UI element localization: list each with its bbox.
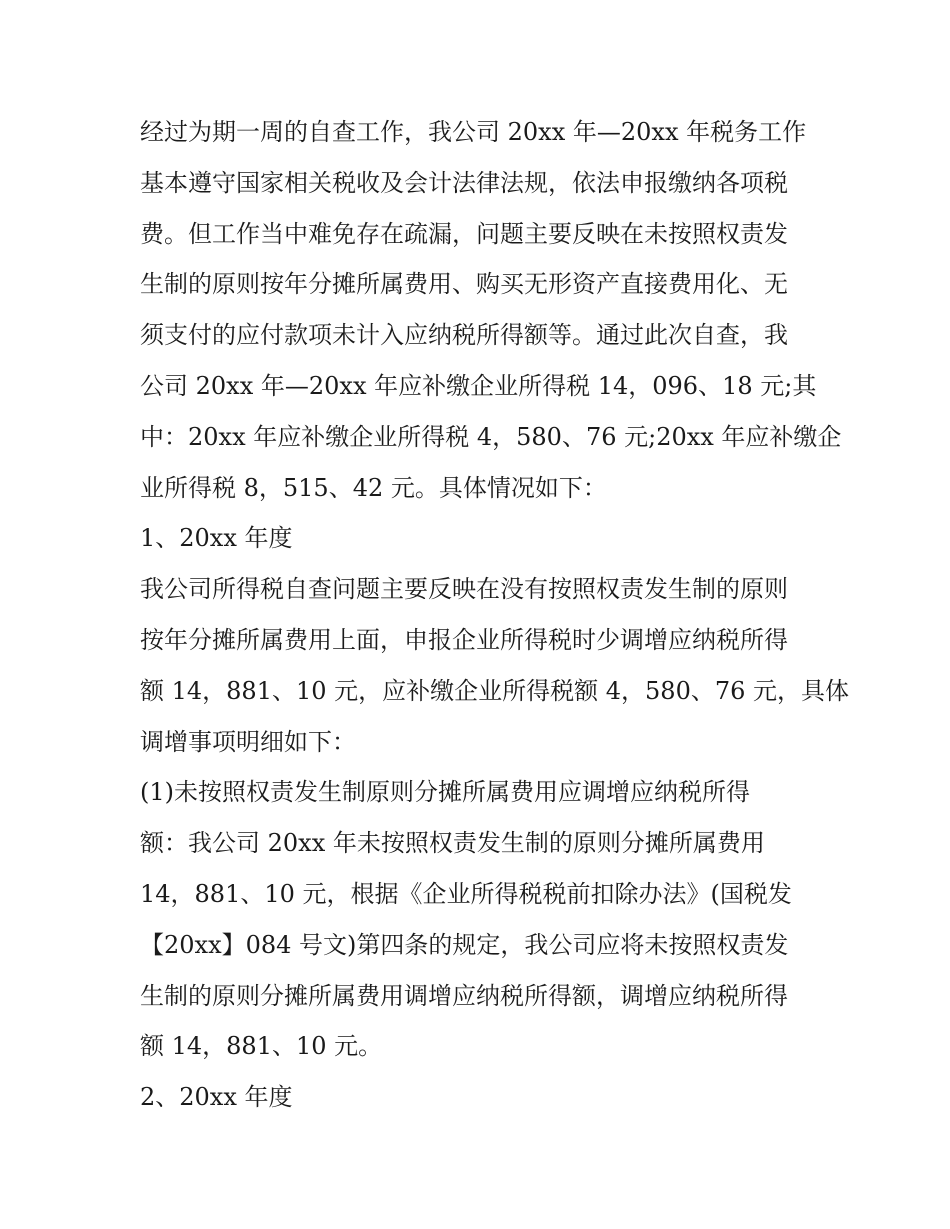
paragraph-line: 公司 20xx 年—20xx 年应补缴企业所得税 14，096、18 元;其 (140, 371, 817, 400)
paragraph-line: 我公司所得税自查问题主要反映在没有按照权责发生制的原则 (140, 575, 788, 604)
paragraph-line: 生制的原则分摊所属费用调增应纳税所得额，调增应纳税所得 (140, 981, 788, 1010)
document-body (140, 107, 850, 1123)
paragraph-line: 基本遵守国家相关税收及会计法律法规，依法申报缴纳各项税 (140, 168, 788, 197)
paragraph-line: 额 14，881、10 元。 (140, 1032, 383, 1061)
paragraph-line: 调增事项明细如下： (140, 727, 356, 756)
paragraph-line: 中：20xx 年应补缴企业所得税 4，580、76 元;20xx 年应补缴企 (140, 422, 842, 451)
section-heading: 2、20xx 年度 (140, 1083, 293, 1112)
paragraph-line: (1)未按照权责发生制原则分摊所属费用应调增应纳税所得 (140, 778, 750, 807)
paragraph-line: 生制的原则按年分摊所属费用、购买无形资产直接费用化、无 (140, 270, 788, 299)
paragraph-line: 须支付的应付款项未计入应纳税所得额等。通过此次自查，我 (140, 321, 788, 350)
paragraph-line: 业所得税 8，515、42 元。具体情况如下： (140, 473, 607, 502)
paragraph-line: 额 14，881、10 元，应补缴企业所得税额 4，580、76 元，具体 (140, 676, 850, 705)
paragraph-line: 费。但工作当中难免存在疏漏，问题主要反映在未按照权责发 (140, 219, 788, 248)
paragraph-line: 14，881、10 元，根据《企业所得税税前扣除办法》(国税发 (140, 879, 792, 908)
paragraph-line: 经过为期一周的自查工作，我公司 20xx 年—20xx 年税务工作 (140, 118, 807, 146)
paragraph-line: 按年分摊所属费用上面，申报企业所得税时少调增应纳税所得 (140, 625, 788, 654)
section-heading: 1、20xx 年度 (140, 524, 293, 553)
paragraph-line: 额：我公司 20xx 年未按照权责发生制的原则分摊所属费用 (140, 829, 765, 858)
paragraph-line: 【20xx】084 号文)第四条的规定，我公司应将未按照权责发 (140, 930, 789, 959)
